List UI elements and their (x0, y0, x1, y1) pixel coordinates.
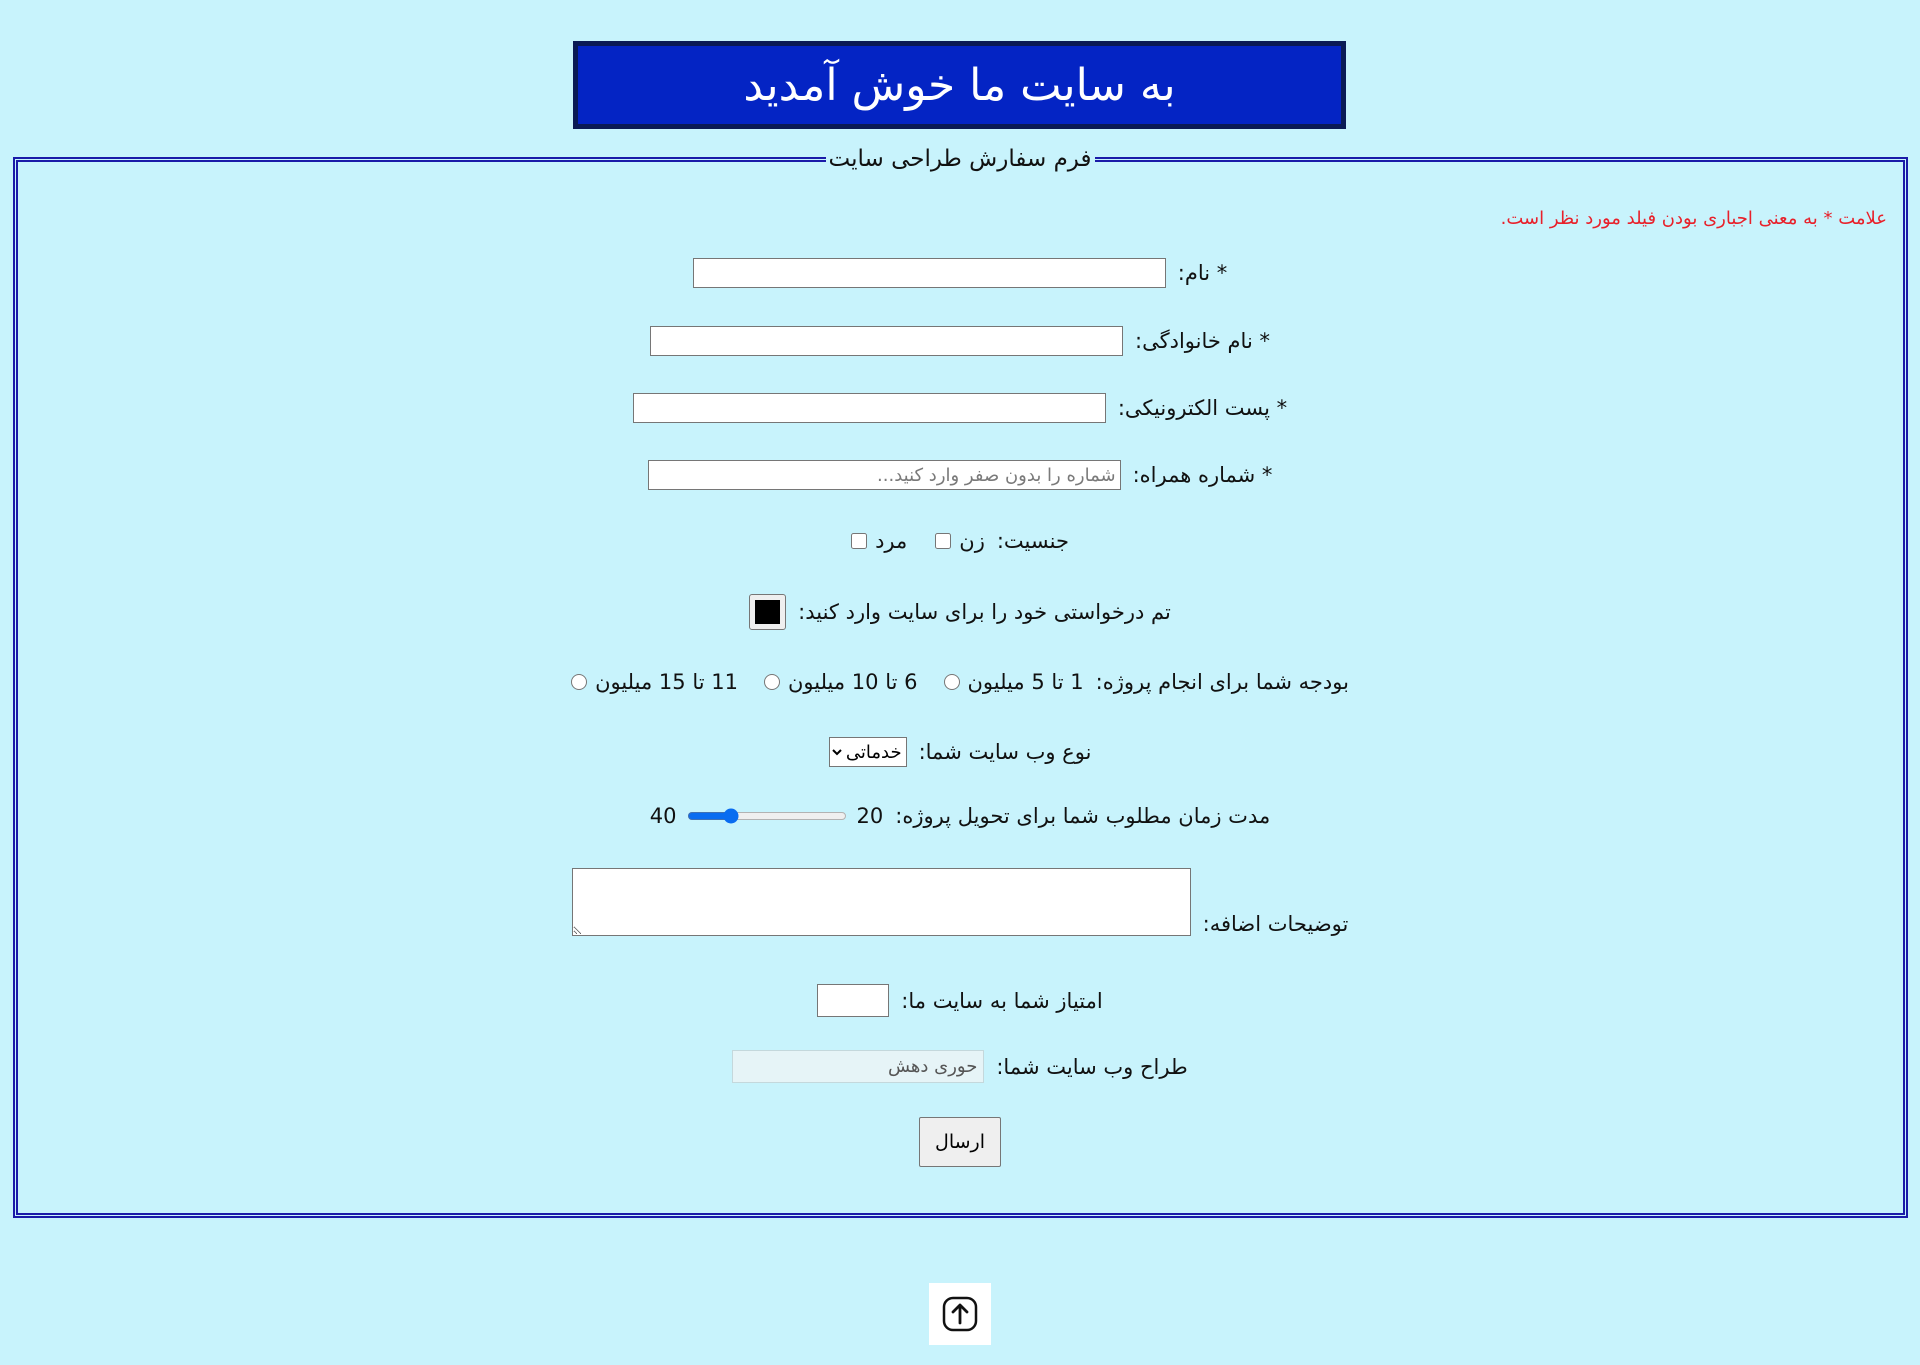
gender-option-male[interactable] (851, 529, 907, 553)
first-name-row (0, 258, 1920, 288)
gender-row (0, 529, 1920, 553)
gender-male-checkbox[interactable] (851, 533, 867, 549)
designer-input (732, 1050, 984, 1083)
last-name-input[interactable] (650, 326, 1123, 356)
budget-option-label: 6 تا 10 میلیون (787, 670, 918, 694)
rating-row (0, 984, 1920, 1017)
duration-slider[interactable] (687, 808, 847, 824)
mobile-row (0, 460, 1920, 490)
rating-input[interactable] (817, 984, 889, 1017)
form-legend: فرم سفارش طراحی سایت (826, 145, 1095, 173)
site-type-row (0, 737, 1920, 767)
budget-option-label: 11 تا 15 میلیون (595, 670, 738, 694)
email-label: * پست الکترونیکی: (1117, 396, 1288, 420)
gender-female-checkbox[interactable] (935, 533, 951, 549)
first-name-input[interactable] (693, 258, 1166, 288)
last-name-row (0, 326, 1920, 356)
budget-option-3[interactable] (571, 670, 738, 694)
notes-row (0, 868, 1920, 936)
arrow-up-circle-icon (940, 1294, 980, 1334)
budget-radio-2[interactable] (764, 674, 780, 690)
budget-option-2[interactable] (764, 670, 918, 694)
budget-label: بودجه شما برای انجام پروژه: (1095, 670, 1349, 694)
last-name-label: * نام خانوادگی: (1135, 329, 1270, 353)
designer-row (0, 1050, 1920, 1083)
gender-option-label: زن (959, 529, 985, 553)
site-type-label: نوع وب سایت شما: (918, 740, 1092, 764)
email-input[interactable] (633, 393, 1106, 423)
first-name-label: * نام: (1177, 261, 1228, 285)
gender-label: جنسیت: (996, 529, 1069, 553)
notes-textarea[interactable] (572, 868, 1191, 936)
submit-button[interactable]: ارسال (919, 1117, 1001, 1167)
budget-option-label: 1 تا 5 میلیون (967, 670, 1084, 694)
theme-color-picker[interactable] (749, 594, 786, 630)
duration-row (0, 804, 1920, 828)
designer-label: طراح وب سایت شما: (996, 1054, 1188, 1079)
gender-option-label: مرد (875, 529, 908, 553)
duration-label: مدت زمان مطلوب شما برای تحویل پروژه: (895, 804, 1271, 828)
budget-radio-1[interactable] (944, 674, 960, 690)
duration-slider-group (650, 804, 883, 828)
budget-option-1[interactable] (944, 670, 1084, 694)
budget-radio-3[interactable] (571, 674, 587, 690)
duration-max-label: 40 (649, 804, 677, 828)
welcome-banner (574, 42, 1345, 128)
required-note: علامت * به معنی اجباری بودن فیلد مورد نظر است. (1500, 208, 1887, 229)
theme-label: تم درخواستی خود را برای سایت وارد کنید: (798, 600, 1171, 624)
site-type-select[interactable] (829, 737, 907, 767)
theme-color-swatch (755, 600, 780, 624)
budget-row (0, 670, 1920, 694)
rating-label: امتیاز شما به سایت ما: (901, 988, 1103, 1013)
duration-min-label: 20 (856, 804, 884, 828)
back-to-top-button[interactable] (929, 1283, 991, 1345)
submit-row (0, 1117, 1920, 1167)
welcome-title: به سایت ما خوش آمدید (743, 59, 1176, 111)
mobile-input[interactable] (648, 460, 1121, 490)
gender-option-female[interactable] (935, 529, 985, 553)
email-row (0, 393, 1920, 423)
mobile-label: * شماره همراه: (1132, 463, 1273, 487)
theme-row (0, 594, 1920, 630)
notes-label: توضیحات اضافه: (1202, 912, 1349, 936)
